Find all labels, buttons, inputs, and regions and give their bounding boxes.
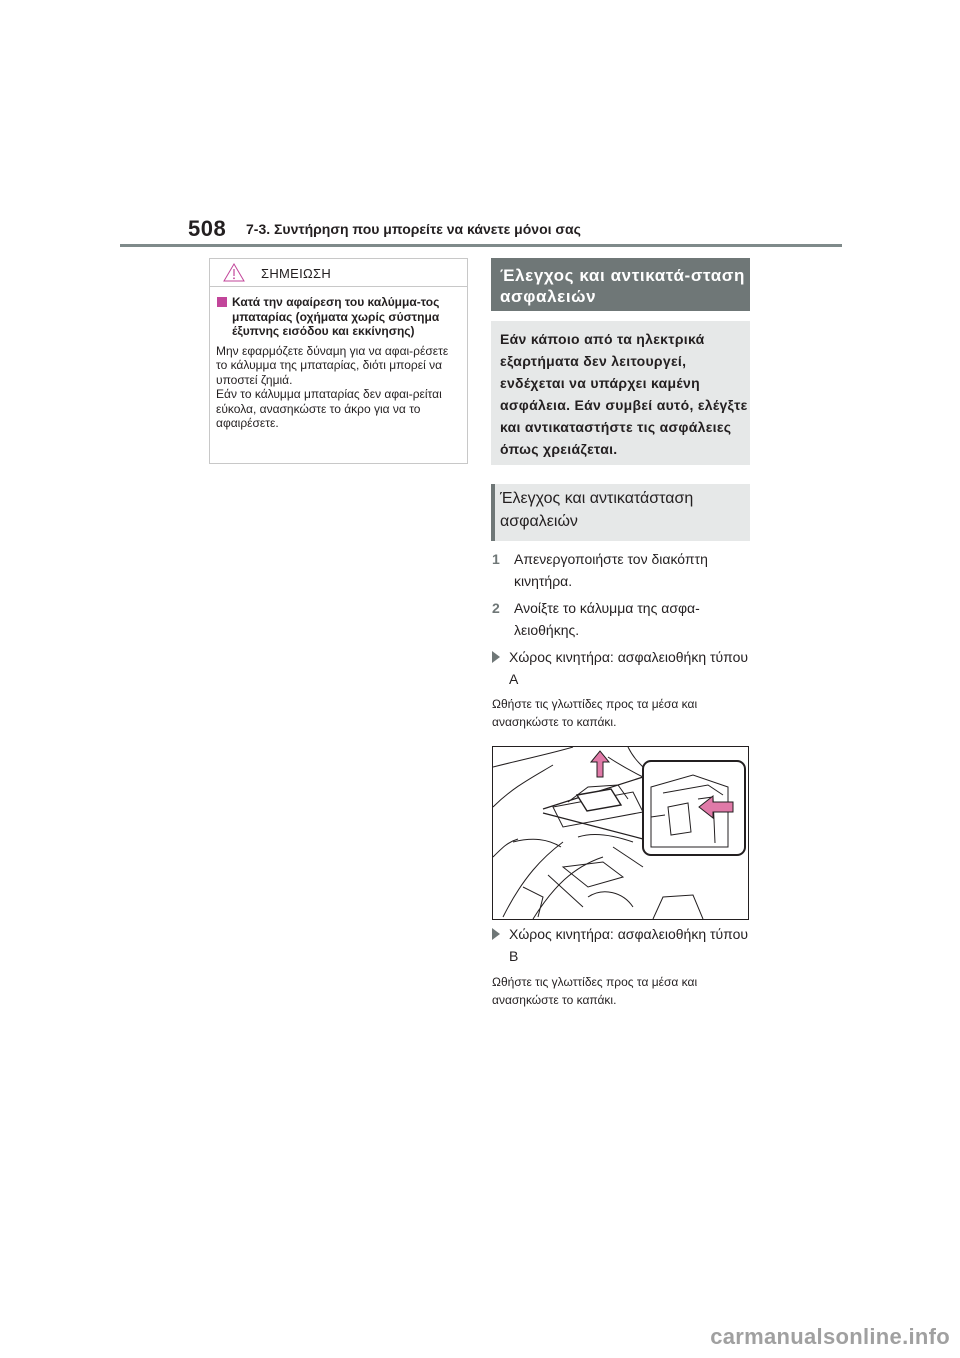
bullet-square-icon: [217, 297, 227, 307]
sub-item-note: Ωθήστε τις γλωττίδες προς τα μέσα και ανασηκώστε το καπάκι.: [492, 975, 698, 1007]
step-text: Ανοίξτε το κάλυμμα της ασφα-λειοθήκης.: [514, 600, 700, 638]
step-1: [492, 548, 750, 592]
header-rule: [120, 244, 842, 247]
step-arrow-icon: [492, 928, 500, 940]
notice-subhead-text: Κατά την αφαίρεση του καλύμμα-τος μπαταρίας (οχήματα χωρίς σύστημα έξυπνης εισόδου και εκκίνησης): [232, 295, 440, 338]
subsection-title: Έλεγχος και αντικατάσταση ασφαλειών: [500, 490, 694, 530]
notice-box: [209, 258, 468, 464]
step-arrow-icon: [492, 651, 500, 663]
sub-item-label: Χώρος κινητήρα: ασφαλειοθήκη τύπου A: [509, 649, 749, 687]
page-number: 508: [188, 216, 227, 241]
subsection-bar: [491, 484, 495, 541]
notice-title: ΣΗΜΕΙΩΣΗ: [261, 266, 332, 281]
engine-line-drawing: [493, 747, 748, 919]
subsection-heading: [491, 484, 750, 541]
sub-item-note: Ωθήστε τις γλωττίδες προς τα μέσα και ανασηκώστε το καπάκι.: [492, 697, 698, 729]
engine-fuse-box-illustration: [492, 746, 749, 920]
watermark: carmanualsonline.info: [710, 1324, 950, 1349]
lift-arrow-icon: [591, 751, 609, 777]
notice-body: [216, 295, 462, 431]
intro-box: Εάν κάποιο από τα ηλεκτρικά εξαρτήματα δεν λειτουργεί, ενδέχεται να υπάρχει καμένη ασφάλεια. Εάν συμβεί αυτό, ελέγξτε και αντικαταστήστε τις ασφάλειες όπως χρειάζεται.: [491, 321, 750, 465]
notice-text-2: Εάν το κάλυμμα μπαταρίας δεν αφαι-ρείται εύκολα, ανασηκώστε το άκρο για να το αφαιρέσετε.: [216, 387, 442, 430]
section-banner: Έλεγχος και αντικατά-σταση ασφαλειών: [491, 258, 750, 311]
step-number: 1: [492, 551, 500, 567]
sub-item-type-a: [492, 646, 750, 690]
notice-subhead: [216, 295, 462, 339]
section-title: 7-3. Συντήρηση που μπορείτε να κάνετε μόνοι σας: [246, 221, 581, 237]
sub-item-type-b: [492, 923, 750, 967]
notice-text-1: Μην εφαρμόζετε δύναμη για να αφαι-ρέσετε το κάλυμμα της μπαταρίας, διότι μπορεί να υποστεί ζημιά.: [216, 343, 449, 387]
sub-item-label: Χώρος κινητήρα: ασφαλειοθήκη τύπου B: [509, 926, 749, 964]
warning-triangle-icon: [223, 263, 245, 282]
step-text: Απενεργοποιήστε τον διακόπτη κινητήρα.: [514, 551, 708, 589]
step-number: 2: [492, 600, 500, 616]
notice-header: [210, 259, 467, 287]
step-2: [492, 597, 750, 641]
